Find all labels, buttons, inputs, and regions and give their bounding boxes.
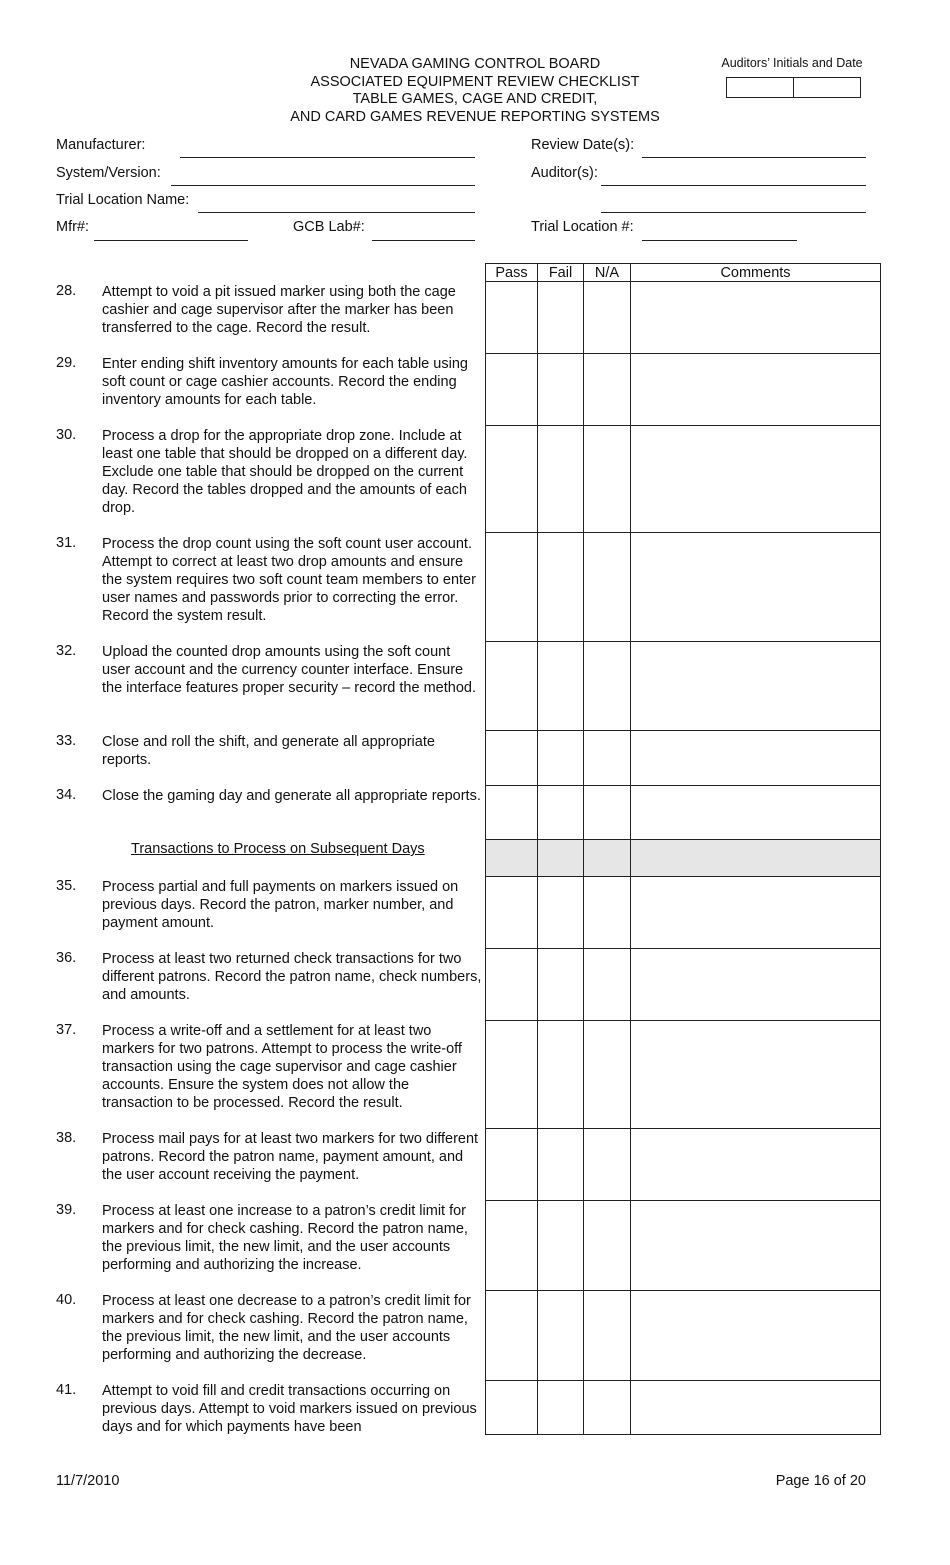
manufacturer-label: Manufacturer: <box>56 137 146 153</box>
item-text: Process at least one decrease to a patron’s credit limit for markers and for check cashing. Record the patron name, the previous limit, the new limit, and the user accounts performing and authorizing the decrease. <box>102 1293 471 1363</box>
item-number: 38. <box>56 1130 77 1146</box>
fail-cell[interactable] <box>538 533 584 642</box>
comments-cell[interactable] <box>631 1129 881 1201</box>
mfr-number-label: Mfr#: <box>56 219 90 235</box>
grid-row-37 <box>486 1021 881 1129</box>
item-number: 31. <box>56 535 77 551</box>
na-cell[interactable] <box>584 1291 631 1381</box>
na-cell[interactable] <box>584 282 631 354</box>
item-text: Process a write-off and a settlement for at least two markers for two patrons. Attempt to process the write-off transaction using the cage supervisor and cage cashier accounts. Ensure the system does not allow the transaction to be processed. Record the result. <box>102 1023 462 1111</box>
grid-row-34 <box>486 786 881 840</box>
pass-cell[interactable] <box>486 354 538 426</box>
fail-cell[interactable] <box>538 282 584 354</box>
item-number: 28. <box>56 283 77 299</box>
item-text: Process at least one increase to a patron’s credit limit for markers and for check cashing. Record the patron name, the previous limit, the new limit, and the user accounts performing and authorizing the increase. <box>102 1203 468 1273</box>
na-cell[interactable] <box>584 426 631 533</box>
system-version-label: System/Version: <box>56 165 161 181</box>
na-cell[interactable] <box>584 786 631 840</box>
auditors-line-2[interactable] <box>601 212 866 213</box>
grid-row-31 <box>486 533 881 642</box>
grid-row-36 <box>486 949 881 1021</box>
mfr-number-line[interactable] <box>94 240 248 241</box>
pass-cell[interactable] <box>486 1129 538 1201</box>
na-cell[interactable] <box>584 533 631 642</box>
grid-row-28 <box>486 282 881 354</box>
item-number: 39. <box>56 1202 77 1218</box>
comments-cell[interactable] <box>631 354 881 426</box>
grid-row-32 <box>486 642 881 731</box>
na-cell[interactable] <box>584 731 631 786</box>
comments-cell[interactable] <box>631 533 881 642</box>
item-text: Attempt to void fill and credit transactions occurring on previous days. Attempt to void markers issued on previous days and for which payments have been <box>102 1383 477 1435</box>
title-line-3: TABLE GAMES, CAGE AND CREDIT, <box>352 91 598 107</box>
item-text: Process the drop count using the soft count user account. Attempt to correct at least two drop amounts and ensure the system requires two soft count team members to enter user names and passwords prior to correcting the error. Record the system result. <box>102 536 476 624</box>
pass-cell[interactable] <box>486 533 538 642</box>
comments-cell[interactable] <box>631 1291 881 1381</box>
pass-cell[interactable] <box>486 877 538 949</box>
item-number: 30. <box>56 427 77 443</box>
pass-cell[interactable] <box>486 1201 538 1291</box>
pass-cell[interactable] <box>486 1381 538 1435</box>
na-cell[interactable] <box>584 1129 631 1201</box>
item-text: Process at least two returned check transactions for two different patrons. Record the patron name, check numbers, and amounts. <box>102 951 482 1003</box>
grid-row-35 <box>486 877 881 949</box>
item-text: Upload the counted drop amounts using the soft count user account and the currency counter interface. Ensure the interface features proper security – record the method. <box>102 644 476 696</box>
grid-row-41 <box>486 1381 881 1435</box>
title-line-1: NEVADA GAMING CONTROL BOARD <box>349 56 601 72</box>
fail-cell[interactable] <box>538 426 584 533</box>
grid-row-38 <box>486 1129 881 1201</box>
auditors-date-field[interactable] <box>793 78 860 97</box>
shaded-cell <box>584 840 631 877</box>
shaded-cell <box>538 840 584 877</box>
item-number: 32. <box>56 643 77 659</box>
auditors-line[interactable] <box>601 185 866 186</box>
item-number: 33. <box>56 733 77 749</box>
item-text: Process a drop for the appropriate drop zone. Include at least one table that should be dropped on a different day. Exclude one table that should be dropped on the current day. Record the tables dropped and the amounts of each drop. <box>102 428 468 516</box>
shaded-cell <box>631 840 881 877</box>
item-text: Process mail pays for at least two markers for two different patrons. Record the patron name, payment amount, and the user account receiving the payment. <box>102 1131 479 1183</box>
grid-row-39 <box>486 1201 881 1291</box>
fail-cell[interactable] <box>538 1291 584 1381</box>
footer-date: 11/7/2010 <box>56 1473 120 1489</box>
fail-cell[interactable] <box>538 354 584 426</box>
grid-row-subsection <box>486 840 881 877</box>
comments-cell[interactable] <box>631 949 881 1021</box>
pass-header: Pass <box>486 264 538 282</box>
item-text: Close the gaming day and generate all appropriate reports. <box>102 788 481 804</box>
fail-cell[interactable] <box>538 786 584 840</box>
subsection-title: Transactions to Process on Subsequent Days <box>131 841 425 857</box>
auditors-initials-field[interactable] <box>727 78 793 97</box>
na-header: N/A <box>584 264 631 282</box>
item-number: 37. <box>56 1022 77 1038</box>
shaded-cell <box>486 840 538 877</box>
gcb-lab-number-label: GCB Lab#: <box>293 219 365 235</box>
fail-cell[interactable] <box>538 1381 584 1435</box>
gcb-lab-number-line[interactable] <box>372 240 475 241</box>
review-dates-label: Review Date(s): <box>531 137 635 153</box>
item-number: 35. <box>56 878 77 894</box>
comments-cell[interactable] <box>631 426 881 533</box>
item-number: 29. <box>56 355 77 371</box>
na-cell[interactable] <box>584 642 631 731</box>
pass-cell[interactable] <box>486 1291 538 1381</box>
trial-location-number-label: Trial Location #: <box>531 219 634 235</box>
auditors-label: Auditor(s): <box>531 165 598 181</box>
trial-location-name-line[interactable] <box>198 212 475 213</box>
title-line-4: AND CARD GAMES REVENUE REPORTING SYSTEMS <box>290 108 660 125</box>
review-dates-line[interactable] <box>642 157 866 158</box>
fail-cell[interactable] <box>538 949 584 1021</box>
pass-cell[interactable] <box>486 642 538 731</box>
item-number: 40. <box>56 1292 77 1308</box>
na-cell[interactable] <box>584 1021 631 1129</box>
comments-cell[interactable] <box>631 282 881 354</box>
trial-location-name-label: Trial Location Name: <box>56 192 190 208</box>
grid-row-30 <box>486 426 881 533</box>
item-text: Process partial and full payments on markers issued on previous days. Record the patron, marker number, and payment amount. <box>102 879 459 931</box>
comments-cell[interactable] <box>631 642 881 731</box>
comments-cell[interactable] <box>631 877 881 949</box>
item-text: Enter ending shift inventory amounts for each table using soft count or cage cashier accounts. Record the ending inventory amounts for each table. <box>102 356 468 408</box>
document-title <box>250 56 700 126</box>
fail-cell[interactable] <box>538 1021 584 1129</box>
na-cell[interactable] <box>584 1381 631 1435</box>
pass-cell[interactable] <box>486 949 538 1021</box>
fail-cell[interactable] <box>538 642 584 731</box>
pass-cell[interactable] <box>486 1021 538 1129</box>
item-number: 36. <box>56 950 77 966</box>
na-cell[interactable] <box>584 354 631 426</box>
footer-page-number: Page 16 of 20 <box>775 1473 866 1489</box>
fail-header: Fail <box>538 264 584 282</box>
title-line-2: ASSOCIATED EQUIPMENT REVIEW CHECKLIST <box>310 73 640 90</box>
fail-cell[interactable] <box>538 731 584 786</box>
comments-cell[interactable] <box>631 731 881 786</box>
pass-cell[interactable] <box>486 282 538 354</box>
results-grid <box>485 263 881 1435</box>
system-version-line[interactable] <box>171 185 475 186</box>
comments-cell[interactable] <box>631 786 881 840</box>
item-number: 34. <box>56 787 77 803</box>
fail-cell[interactable] <box>538 1201 584 1291</box>
grid-row-40 <box>486 1291 881 1381</box>
grid-header-row <box>486 264 881 282</box>
grid-row-33 <box>486 731 881 786</box>
manufacturer-line[interactable] <box>180 157 475 158</box>
pass-cell[interactable] <box>486 731 538 786</box>
item-number: 41. <box>56 1382 77 1398</box>
comments-cell[interactable] <box>631 1201 881 1291</box>
comments-cell[interactable] <box>631 1021 881 1129</box>
pass-cell[interactable] <box>486 426 538 533</box>
fail-cell[interactable] <box>538 1129 584 1201</box>
auditors-initials-box <box>726 77 861 98</box>
na-cell[interactable] <box>584 877 631 949</box>
na-cell[interactable] <box>584 1201 631 1291</box>
comments-header: Comments <box>631 264 881 282</box>
item-text: Attempt to void a pit issued marker using both the cage cashier and cage supervisor after the marker has been transferred to the cage. Record the result. <box>102 284 456 336</box>
na-cell[interactable] <box>584 949 631 1021</box>
comments-cell[interactable] <box>631 1381 881 1435</box>
grid-row-29 <box>486 354 881 426</box>
trial-location-number-line[interactable] <box>642 240 797 241</box>
pass-cell[interactable] <box>486 786 538 840</box>
fail-cell[interactable] <box>538 877 584 949</box>
item-text: Close and roll the shift, and generate all appropriate reports. <box>102 734 435 768</box>
auditors-initials-label: Auditors’ Initials and Date <box>721 56 863 70</box>
